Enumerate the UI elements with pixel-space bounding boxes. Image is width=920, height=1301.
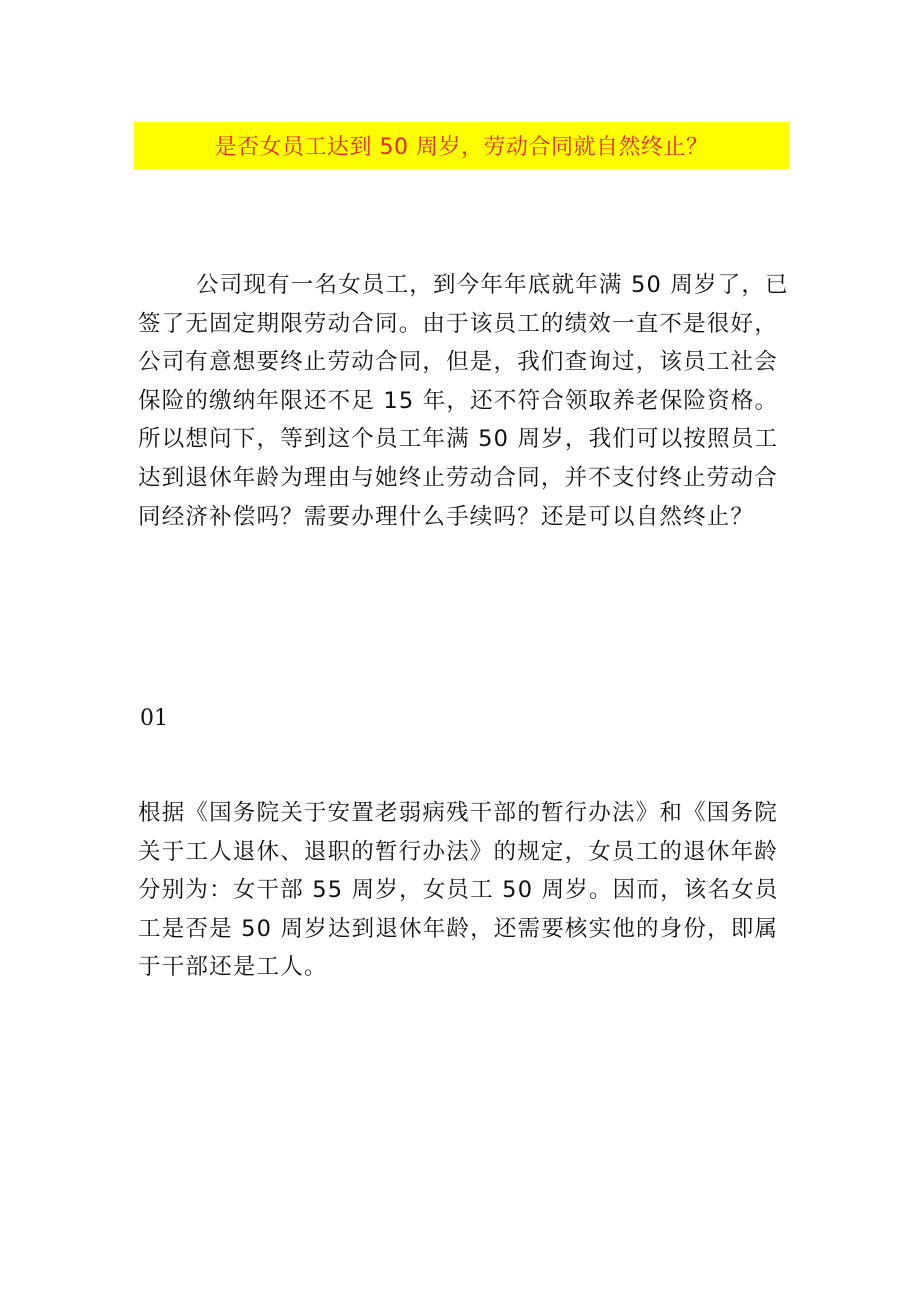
document-title: 是否女员工达到 50 周岁，劳动合同就自然终止？: [214, 135, 709, 160]
question-paragraph: 公司现有一名女员工，到今年年底就年满 50 周岁了，已签了无固定期限劳动合同。由于该员工的绩效一直不是很好，公司有意想要终止劳动合同，但是，我们查询过，该员工社会保险的缴纳年限还不足 15 年，还不符合领取养老保险资格。所以想问下，等到这个员工年满 50 周岁，我们可以按照员工达到退休年龄为理由与她终止劳动合同，并不支付终止劳动合同经济补偿吗？需要办理什么手续吗？还是可以自然终止？: [138, 272, 789, 530]
answer-paragraph: 根据《国务院关于安置老弱病残干部的暂行办法》和《国务院关于工人退休、退职的暂行办法》的规定，女员工的退休年龄分别为：女干部 55 周岁，女员工 50 周岁。因而，该名女员工是否是 50 周岁达到退休年龄，还需要核实他的身份，即属于干部还是工人。: [138, 800, 779, 981]
title-highlight-bar: [134, 122, 789, 169]
section-number: 01: [140, 706, 168, 731]
